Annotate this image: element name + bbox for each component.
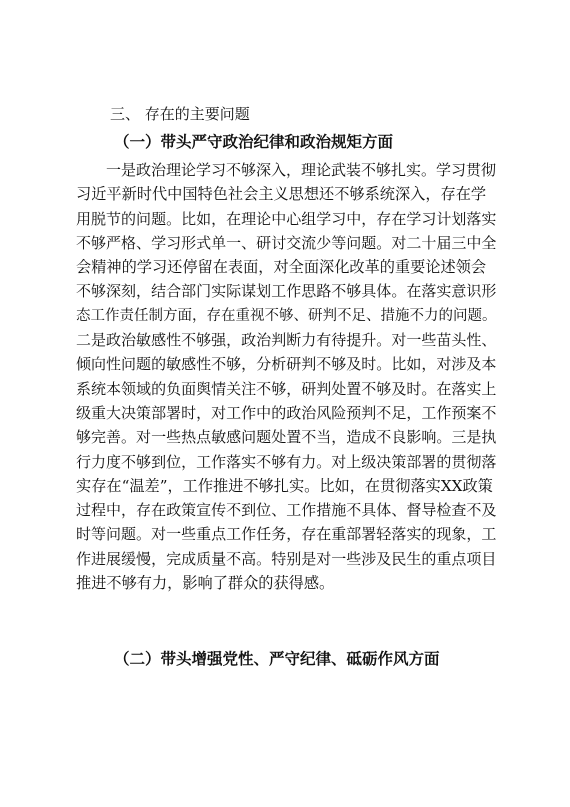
body-line: 过程中，存在政策宣传不到位、工作措施不具体、督导检查不及 bbox=[76, 501, 496, 520]
body-line: 一是政治理论学习不够深入，理论武装不够扎实。学习贯彻 bbox=[106, 161, 496, 179]
body-line: 倾向性问题的敏感性不够，分析研判不够及时。比如，对涉及本 bbox=[76, 355, 496, 374]
body-line: 实存在“温差”，工作推进不够扎实。比如，在贯彻落实XX政策 bbox=[76, 476, 493, 495]
body-line: 会精神的学习还停留在表面，对全面深化改革的重要论述领会 bbox=[76, 258, 487, 277]
body-line: 二是政治敏感性不够强，政治判断力有待提升。对一些苗头性、 bbox=[76, 331, 496, 350]
body-line: 推进不够有力，影响了群众的获得感。 bbox=[76, 574, 335, 593]
body-line: 习近平新时代中国特色社会主义思想还不够系统深入，存在学 bbox=[76, 185, 487, 204]
body-line: 不够深刻，结合部门实际谋划工作思路不够具体。在落实意识形 bbox=[76, 282, 496, 301]
body-line: 作进展缓慢，完成质量不高。特别是对一些涉及民生的重点项目 bbox=[76, 549, 496, 568]
subsection-heading-1: （一）带头严守政治纪律和政治规矩方面 bbox=[114, 132, 394, 151]
subsection-heading-2: （二）带头增强党性、严守纪律、砥砺作风方面 bbox=[114, 649, 440, 668]
body-line: 不够严格、学习形式单一、研讨交流少等问题。对二十届三中全 bbox=[76, 233, 496, 252]
body-line: 够完善。对一些热点敏感问题处置不当，造成不良影响。三是执 bbox=[76, 428, 496, 447]
section-heading: 三、 存在的主要问题 bbox=[110, 105, 250, 123]
body-line: 用脱节的问题。比如，在理论中心组学习中，存在学习计划落实 bbox=[76, 209, 496, 228]
body-line: 态工作责任制方面，存在重视不够、研判不足、措施不力的问题。 bbox=[76, 307, 496, 324]
body-line: 系统本领域的负面舆情关注不够，研判处置不够及时。在落实上 bbox=[76, 379, 496, 398]
body-line: 时等问题。对一些重点工作任务，存在重部署轻落实的现象，工 bbox=[76, 525, 496, 544]
body-line: 行力度不够到位，工作落实不够有力。对上级决策部署的贯彻落 bbox=[76, 452, 496, 471]
body-paragraph bbox=[76, 158, 496, 595]
body-line: 级重大决策部署时，对工作中的政治风险预判不足，工作预案不 bbox=[76, 403, 496, 422]
